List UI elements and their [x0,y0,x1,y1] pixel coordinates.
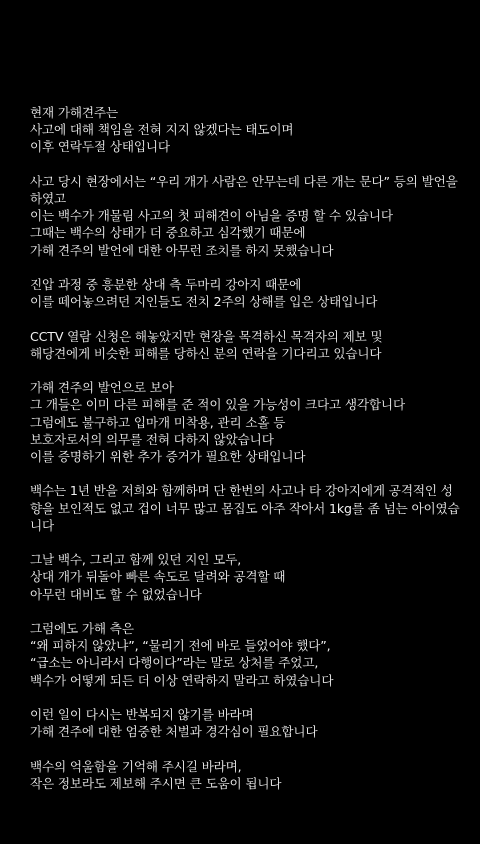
text-line: 사고에 대해 책임을 전혀 지지 않겠다는 태도이며 [30,122,294,138]
text-line: CCTV 열람 신청은 해놓았지만 현장을 목격하신 목격자의 제보 및 [30,328,383,344]
paragraph-cctv-witness [30,328,460,362]
text-line: 작은 정보라도 제보해 주시면 큰 도움이 됩니다 [30,775,282,791]
text-line: 사고 당시 현장에서는 “우리 개가 사람은 안무는데 다른 개는 문다” 등의 발언을 하였고 [30,173,458,206]
text-line: 가해 견주의 발언으로 보아 [30,380,174,396]
text-line: 가해 견주의 발언에 대한 아무런 조치를 하지 못했습니다 [30,242,334,258]
text-line: “급소는 아니라서 다행이다”라는 말로 상처를 주었고, [30,655,319,671]
text-line: “왜 피하지 않았냐”, “물리기 전에 바로 들었어야 했다”, [30,638,331,654]
paragraph-call-for-punishment [30,706,460,740]
text-line: 백수가 어떻게 되든 더 이상 연락하지 말라고 하였습니다 [30,672,334,688]
text-line: 상대 개가 뒤돌아 빠른 속도로 달려와 공격할 때 [30,569,286,585]
paragraph-baeksu-description [30,482,460,534]
paragraph-closing-request [30,758,460,792]
text-line: 해당견에게 비슷한 피해를 당하신 분의 연락을 기다리고 있습니다 [30,345,382,361]
text-line: 진압 과정 중 흥분한 상대 측 두마리 강아지 때문에 [30,277,302,292]
text-line: 이를 증명하기 위한 추가 증거가 필요한 상태입니다 [30,449,306,464]
paragraph-owner-status [30,104,460,156]
text-line: 그날 백수, 그리고 함께 있던 지인 모두, [30,552,242,568]
text-line: 이는 백수가 개물림 사고의 첫 피해견이 아님을 증명 할 수 있습니다 [30,208,393,224]
paragraph-prior-incidents [30,379,460,465]
text-line: 그때는 백수의 상태가 더 중요하고 심각했기 때문에 [30,225,306,241]
text-line: 그럼에도 가해 측은 [30,620,134,636]
paragraph-attack-moment [30,551,460,603]
paragraph-hurtful-remarks [30,620,460,689]
text-line: 아무런 대비도 할 수 없었습니다 [30,586,202,602]
story-text-block [30,104,460,792]
text-line: 보호자로서의 의무를 전혀 다하지 않았습니다 [30,431,274,447]
text-line: 이를 떼어놓으려던 지인들도 전치 2주의 상해를 입은 상태입니다 [30,294,378,310]
text-line: 가해 견주에 대한 엄중한 처벌과 경각심이 필요합니다 [30,724,318,740]
text-line: 백수의 억울함을 기억해 주시길 바라며, [30,758,242,774]
paragraph-acquaintance-injury [30,276,460,310]
text-line: 이런 일이 다시는 반복되지 않기를 바라며 [30,706,254,722]
text-line: 백수는 1년 반을 저희와 함께하며 단 한번의 사고나 타 강아지에게 공격적인 성향을 보인적도 없고 겁이 너무 많고 몸집도 아주 작아서 1kg를 좀 넘는 아이였습니다 [30,483,460,533]
text-line: 이후 연락두절 상태입니다 [30,139,170,155]
text-line: 현재 가해견주는 [30,105,118,120]
text-line: 그럼에도 불구하고 입마개 미착용, 관리 소홀 등 [30,414,286,430]
text-line: 그 개들은 이미 다른 피해를 준 적이 있을 가능성이 크다고 생각합니다 [30,397,405,413]
paragraph-owner-remarks [30,173,460,259]
